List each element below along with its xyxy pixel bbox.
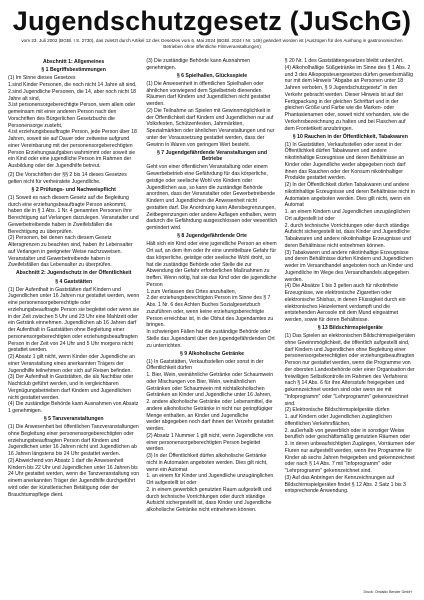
section-heading: § 8 Jugendgefährdende Orte [177, 233, 247, 240]
paragraph: (1) Das Spielen an elektronischen Bildschirmspielgeräten ohne Gewinnmöglichkeit, die öffentlich aufgestellt sind, darf Kindern und Jugendlichen ohne Begleitung einer personensorgeberechtigten oder erziehungsbeauftragten Person nur gestattet werden, wenn die Programme von der obersten Landesbehörde oder einer Organisation der freiwilligen Selbstkontrolle im Rahmen des Verfahrens nach § 14 Abs. 6 für ihre Altersstufe freigegeben und gekennzeichnet worden sind oder wenn sie mit "Infoprogramm" oder "Lehrprogramm" gekennzeichnet sind. [284, 333, 415, 407]
paragraph: 2. in einem gewerblich genutzten Raum aufgestellt und durch technische Vorrichtungen oder durch ständige Aufsicht sichergestellt ist, dass Kinder und Jugendliche alkoholische Getränke nicht entnehmen können. [146, 486, 272, 514]
paragraph: 1.sind Kinder Personen, die noch nicht 14 Jahre alt sind, [8, 82, 137, 89]
paragraph: (2) Absatz 1 gilt nicht, wenn Kinder oder Jugendliche an einer Veranstaltung eines anerkannten Trägers der Jugendhilfe teilnehmen oder sich auf Reisen befinden. [8, 354, 135, 374]
paragraph: weder abgegeben noch darf ihnen der Verzehr gestattet werden. [146, 419, 274, 433]
section-heading: § 4 Gaststätten [55, 278, 93, 285]
section-heading: § 1 Begriffsbestimmungen [41, 67, 106, 74]
paragraph: 1. auf Kindern oder Jugendlichen zugänglichen öffentlichen Verkehrsflächen, [284, 414, 392, 427]
paragraph: (2) Die Vorschriften der §§ 2 bis 14 dieses Gesetzes gelten nicht für verheiratete Jugendliche. [8, 172, 127, 185]
page-title: Jugendschutzgesetz (JuSchG) [12, 6, 412, 36]
section-heading: § 6 Spielhallen, Glücksspiele [176, 72, 248, 79]
section-heading: Abschnitt 2: Jugendschutz in der Öffentlichkeit [15, 270, 132, 277]
paragraph: § 20 Nr. 1 des Gaststättengesetzes bleibt unberührt. [284, 58, 404, 64]
paragraph: (4) Die Absätze 1 bis 3 gelten auch für nikotinfreie Erzeugnisse, wie elektronische Zigaretten oder elektronische Shishas, in denen Flüssigkeit durch ein elektronisches Heizelement verdampft und die entstehenden Aerosole mit dem Mund eingeatmet werden, sowie für deren Behältnisse. [284, 283, 406, 324]
text-column-3 [285, 58, 416, 590]
paragraph: (3) Die zuständige Behörde kann Ausnahmen genehmigen. [146, 58, 251, 71]
paragraph: (1) Soweit es nach diesem Gesetz auf die Begleitung durch eine erziehungsbeauftragte Person ankommt, haben die in § 1 Abs. 1 Nr. 4 genannten Personen ihre Berechtigung auf Verlangen darzulegen. Veranstalter und Gewerbetreibende haben in Zweifelsfällen die Berechtigung zu überprüfen. [8, 194, 139, 235]
paragraph: 4.ist erziehungsbeauftragte Person, jede Person über 18 Jahren, soweit sie auf Dauer oder zeitweise aufgrund einer Vereinbarung mit der personensorgeberechtigten Person Erziehungsaufgaben wahrnimmt oder soweit sie ein Kind oder eine jugendliche Person im Rahmen der Ausbildung oder der Jugendhilfe betreut. [8, 129, 137, 170]
paragraph: Hält sich ein Kind oder eine jugendliche Person an einem Ort auf, an dem ihm oder ihr eine unmittelbare Gefahr für das körperliche, geistige oder seelische Wohl droht, so hat die zuständige Behörde oder Stelle die zur Abwendung der Gefahr erforderlichen Maßnahmen zu treffen. Wenn nötig, hat sie das Kind oder die jugendliche Person [146, 241, 277, 288]
paragraph: (4) Alkoholhaltige Süßgetränke im Sinne des § 1 Abs. 2 und 3 des Alkopopsteuergesetzes dürfen gewerbsmäßig nur mit dem Hinweis "Abgabe an Personen unter 18 Jahren verboten, § 9 Jugendschutzgesetz" in den Verkehr gebracht werden. Dieser Hinweis ist auf der Fertigpackung in der gleichen Schriftart und in der gleichen Größe und Farbe wie die Marken- oder Phantasienamen oder, soweit nicht vorhanden, wie die Verkehrsbezeichnung zu halten und bei Flaschen auf dem Frontetikett anzubringen. [284, 64, 413, 132]
paragraph: 3.ist personensorgeberechtigte Person, wem allein oder gemeinsam mit einer anderen Person nach den Vorschriften des Bürgerlichen Gesetzbuchs die Personensorge zusteht, [8, 102, 136, 129]
text-column-1 [8, 58, 139, 590]
section-heading: § 7 Jugendgefährdende Veranstaltungen und Betriebe [157, 149, 267, 163]
paragraph: (2) In der Öffentlichkeit dürfen Tabakwaren und andere nikotinhaltige Erzeugnisse und deren Behältnisse nicht in Automaten angeboten werden. Dies gilt nicht, wenn ein Automat [284, 182, 415, 209]
paragraph: 2.sind Jugendliche Personen, die 14, aber noch nicht 18 Jahre alt sind, [8, 88, 137, 102]
paragraph: (1) Im Sinne dieses Gesetzes [8, 75, 76, 82]
section-heading: § 2 Prüfungs- und Nachweispflicht [31, 186, 116, 193]
paragraph: (4) Die zuständige Behörde kann Ausnahmen von Absatz 1 genehmigen. [8, 401, 139, 415]
printer-credit: Druck: Omladic Bender GmbH [363, 590, 412, 594]
paragraph: (2) Die Teilnahme an Spielen mit Gewinnmöglichkeit in der Öffentlichkeit darf Kindern und Jugendlichen nur auf Volksfesten, Schützenfesten, Jahrmärkten, Spezialmärkten oder ähnlichen Veranstaltungen und nur unter der Voraussetzung gestattet werden, dass der Gewinn in Waren von geringem Wert besteht. [146, 107, 275, 148]
paragraph: 1. Bier, Wein, weinähnliche Getränke oder Schaumwein oder Mischungen von Bier, Wein, weinähnlichen Getränken oder Schaumwein mit nichtalkoholischen Getränken an Kinder und Jugendliche unter 16 Jahren, [146, 372, 274, 399]
paragraph: 1. an einem für Kinder und Jugendliche unzugänglichen Ort aufgestellt ist oder [146, 473, 274, 487]
paragraph: (2) Absatz 1 Nummer 1 gilt nicht, wenn Jugendliche von einer personensorgeberechtigten Person begleitet werden. [146, 432, 274, 453]
paragraph: (2) Elektronische Bildschirmspielgeräte dürfen [284, 407, 390, 414]
paragraph: (1) Die Anwesenheit in öffentlichen Spielhallen oder ähnlichen vorwiegend dem Spielbetrieb dienenden Räumen darf Kindern und Jugendlichen nicht gestattet werden. [146, 80, 271, 108]
paragraph: In schwierigen Fällen hat die zuständige Behörde oder Stelle das Jugendamt über den jugendgefährdenden Ort zu unterrichten. [146, 329, 275, 349]
paragraph: (3) Auf das Anbringen der Kennzeichnungen auf Bildschirmspielgeräten findet § 12 Abs. 2 Satz 1 bis 3 entsprechende Anwendung. [284, 474, 406, 495]
paragraph: (3) In der Öffentlichkeit dürfen alkoholische Getränke nicht in Automaten angeboten werden. Dies gilt nicht, wenn ein Automat [146, 453, 268, 473]
section-heading: § 9 Alkoholische Getränke [179, 350, 245, 357]
paragraph: 1. an einem Kindern und Jugendlichen unzugänglichen Ort aufgestellt ist oder [284, 209, 410, 222]
section-heading: Abschnitt 1: Allgemeines [43, 59, 105, 66]
paragraph: (2) Abweichend von Absatz 1 darf die Anwesenheit Kindern bis 22 Uhr und Jugendlichen unter 16 Jahren bis 24 Uhr gestattet werden, wenn die Tanzveranstaltung von einem anerkannten Träger der Jugendhilfe durchgeführt wird oder der künstlerischen Betätigung oder der Brauchtumspflege dient. [8, 457, 140, 498]
page-subtitle: vom 23. Juli 2002 (BGBl. I S. 2730), das zuletzt durch Artikel 12 des Gesetzes vom 6. Mai 2024 (BGBl. 2024 I Nr. 149) geändert worden ist (Auszügen für den Aushang in gastronomischen Betrieben ohne öffentliche Filmveranstaltungen) [21, 38, 403, 49]
paragraph: (3) Der Aufenthalt in Gaststätten, die als Nachtbar oder Nachtclub geführt werden, und in vergleichbaren Vergnügungsbetrieben darf Kindern und Jugendlichen nicht gestattet werden. [8, 374, 134, 401]
paragraph: 2. andere alkoholische Getränke oder Lebensmittel, die andere alkoholische Getränke in nicht nur geringfügiger Menge enthalten, an Kinder und Jugendliche [146, 399, 273, 419]
paragraph: 2. durch technische Vorrichtungen oder durch ständige Aufsicht sichergestellt ist, dass Kinder und Jugendliche Tabakwaren und andere nikotinhaltige Erzeugnisse und deren Behältnisse nicht entnehmen können. [284, 222, 411, 249]
paragraph: (2) Personen, bei denen nach diesem Gesetz Altersgrenzen zu beachten sind, haben ihr Lebensalter auf Verlangen in geeigneter Weise nachzuweisen. Veranstalter und Gewerbetreibende haben in Zweifelsfällen das Lebensalter zu überprüfen. [8, 235, 133, 269]
paragraph: 3. in deren unbeaufsichtigten Zugängen, Vorräumen oder Fluren nur aufgestellt werden, wenn ihre Programme für Kinder ab sechs Jahren freigegeben und gekennzeichnet oder nach § 14 Abs. 7 mit "Infoprogramm" oder "Lehrprogramm" gekennzeichnet sind. [284, 441, 415, 475]
text-column-2 [146, 58, 277, 590]
paragraph: 2. außerhalb von gewerblich oder in sonstiger Weise beruflich oder geschäftsmäßig genutzten Räumen oder [284, 427, 411, 441]
section-heading: § 10 Rauchen in der Öffentlichkeit, Tabakwaren [292, 133, 408, 140]
paragraph: Geht von einer öffentlichen Veranstaltung oder einem Gewerbebetrieb eine Gefährdung für das körperliche, geistige oder seelische Wohl von Kindern oder Jugendlichen aus, so kann die zuständige Behörde anordnen, dass der Veranstalter oder Gewerbetreibende Kindern und Jugendlichen die Anwesenheit nicht gestatten darf. Die Anordnung kann Altersbegrenzungen, Zeitbegrenzungen oder andere Auflagen enthalten, wenn dadurch die Gefährdung ausgeschlossen oder wesentlich gemindert wird. [146, 164, 278, 232]
paragraph: (3) Tabakwaren und andere nikotinhaltige Erzeugnisse und deren Behältnisse dürfen Kindern und Jugendlichen weder im Versandhandel angeboten noch an Kinder und Jugendliche im Wege des Versandhandels abgegeben werden. [284, 249, 413, 283]
section-heading: § 5 Tanzveranstaltungen [43, 416, 104, 423]
paragraph: (1) In Gaststätten, Verkaufsstellen oder sonst in der Öffentlichkeit dürfen Tabakwaren und andere nikotinhaltige Erzeugnisse und deren Behältnisse an Kinder oder Jugendliche weder abgegeben noch darf ihnen das Rauchen oder der Konsum nikotinhaltiger Produkte gestattet werden. [284, 141, 406, 182]
law-text-columns [8, 58, 416, 590]
paragraph: 1.zum Verlassen des Ortes anzuhalten, [146, 288, 237, 295]
paragraph: (1) Der Aufenthalt in Gaststätten darf Kindern und Jugendlichen unter 16 Jahren nur gestattet werden, wenn eine personensorgeberechtigte oder erziehungsbeauftragte Person sie begleitet oder wenn sie in der Zeit zwischen 5 Uhr und 23 Uhr eine Mahlzeit oder ein Getränk einnehmen. Jugendlichen ab 16 Jahren darf der Aufenthalt in Gaststätten ohne Begleitung einer personensorgeberechtigten oder erziehungsbeauftragten Person in der Zeit von 24 Uhr und 5 Uhr morgens nicht gestattet werden. [8, 286, 140, 354]
paragraph: (1) In Gaststätten, Verkaufsstellen oder sonst in der Öffentlichkeit dürfen [146, 358, 264, 372]
section-heading: § 13 Bildschirmspielgeräte [317, 325, 383, 332]
paragraph: (1) Die Anwesenheit bei öffentlichen Tanzveranstaltungen ohne Begleitung einer personensorgeberechtigten oder erziehungsbeauftragten Person darf Kindern und Jugendlichen unter 16 Jahren nicht und Jugendlichen ab 16 Jahren längstens bis 24 Uhr gestattet werden. [8, 424, 139, 458]
paragraph: 2.der erziehungsberechtigten Person im Sinne des § 7 Abs. 1 Nr. 6 des Achten Buches Sozialgesetzbuch zuzuführen oder, wenn keine erziehungsberechtigte Person erreichbar ist, in die Obhut des Jugendamtes zu bringen. [146, 295, 274, 329]
